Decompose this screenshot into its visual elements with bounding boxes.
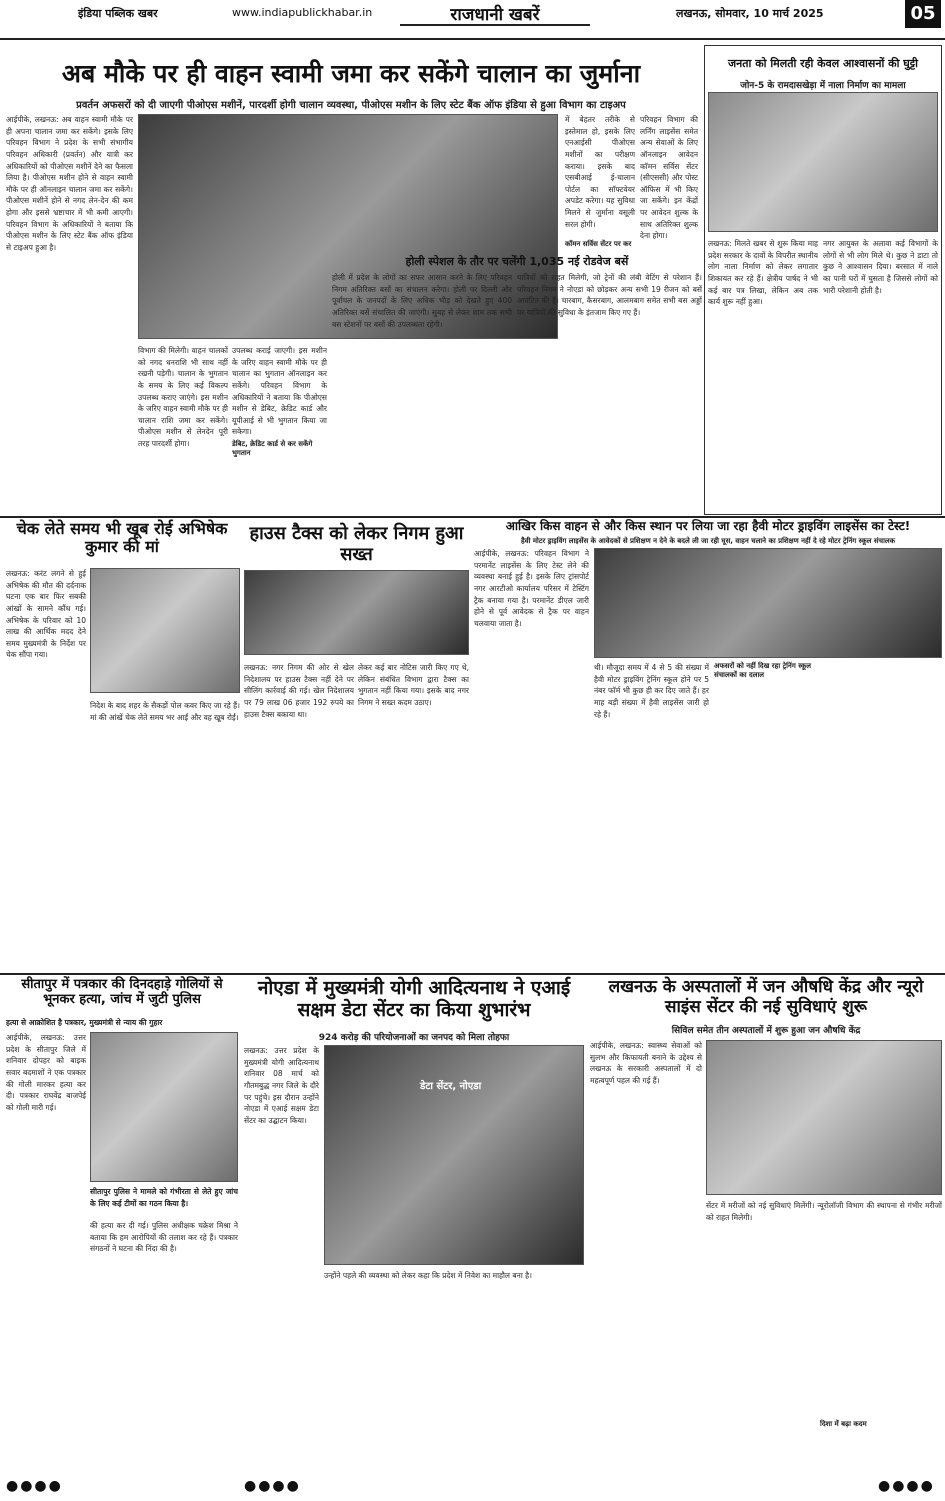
hospital-photo: [706, 1040, 942, 1195]
holi-headline: होली स्पेशल के तौर पर चलेंगी 1,035 नई रोडवेज बसें: [405, 255, 629, 268]
section-divider: [0, 516, 945, 518]
footer-dots-left: ●●●●: [6, 1478, 63, 1494]
lead-body-col4: विभाग की मिलेगी। वाहन चालकों को नगद धनराशि भी साथ नहीं रखनी पड़ेगी। चालान के भुगतान के समय के लिए कई विकल्प उपलब्ध कराए जाएंगे। इस मशीन के जरिए वाहन स्वामी मौके पर ही चालान राशि जमा कर सकेंगे। पीओएस मशीन से लेनदेन पूरी तरह पारदर्शी होगा।: [138, 346, 228, 448]
section-divider-2: [0, 973, 945, 975]
holi-body-col1: होली में प्रदेश के लोगों का सफर आसान करने के लिए परिवहन निगम अतिरिक्त बसों का संचालन करेगा। होली पर दिल्ली और पूर्वांचल के जनपदों के लिए अधिक भीड़ को देखते हुए 400 अतिरिक्त बसें संचालित की जाएंगी। सुबह से लेकर शाम तक सभी बस स्टेशनों पर बसों की उपलब्धता रहेगी।: [332, 273, 512, 329]
noida-headline: नोएडा में मुख्यमंत्री योगी आदित्यनाथ ने एआई सक्षम डेटा सेंटर का किया शुभारंभ: [257, 977, 571, 1021]
mother-body-col2: निदेश के बाद शहर के सैकड़ों पोल कवर किए जा रहे हैं। मां की आंखें चेक लेते समय भर आईं और वह खूब रोईं।: [90, 701, 240, 722]
hospital-body-col2: सेंटर में मरीजों को नई सुविधाएं मिलेंगी। न्यूरोलॉजी विभाग की स्थापना से गंभीर मरीजों को राहत मिलेगी।: [706, 1201, 942, 1222]
hospital-body-col1: आईपीके, लखनऊ: स्वास्थ्य सेवाओं को सुलभ और किफायती बनाने के उद्देश्य से लखनऊ के सरकारी अस्पतालों में दो महत्वपूर्ण पहल की गई हैं।: [590, 1041, 702, 1085]
mother-body-col1: लखनऊ: करंट लगने से हुई अभिषेक की मौत की दर्दनाक घटना एक बार फिर सबकी आंखों के सामने कौंध गई। अभिषेक के परिवार को 10 लाख की आर्थिक मदद देने समय मुख्यमंत्री के निर्देश पर चेक सौंपा गया।: [6, 569, 86, 660]
section-title: राजधानी खबरें: [400, 2, 590, 26]
sitapur-body-col1: आईपीके, लखनऊ: उत्तर प्रदेश के सीतापुर जिले में शनिवार दोपहर को बाइक सवार बदमाशों ने एक पत्रकार की गोली मारकर हत्या कर दी। पत्रकार राघवेंद्र बाजपेई को गोली मारी गई।: [6, 1033, 86, 1112]
footer-dots-mid: ●●●●: [244, 1478, 301, 1494]
tax-headline: हाउस टैक्स को लेकर निगम हुआ सख्त: [249, 523, 464, 565]
noida-subhead: 924 करोड़ की परियोजनाओं का जनपद को मिला तोहफा: [318, 1033, 510, 1043]
lead-subhead: प्रवर्तन अफसरों को दी जाएगी पीओएस मशीनें, पारदर्शी होगी चालान व्यवस्था, पीओएस मशीन के लिए स्टेट बैंक ऑफ इंडिया से हुआ विभाग का टाइअप: [76, 100, 626, 111]
license-photo: [594, 548, 942, 658]
lead-headline: अब मौके पर ही वाहन स्वामी जमा कर सकेंगे चालान का जुर्माना: [61, 59, 641, 88]
sitapur-caption: सीतापुर पुलिस ने मामले को गंभीरता से लेते हुए जांच के लिए कई टीमों का गठन किया है।: [90, 1187, 238, 1208]
noida-body-col2: उन्होंने पहले की व्यवस्था को लेकर कहा कि प्रदेश में निवेश का माहौल बना है।: [324, 1271, 532, 1280]
license-subhead-2: अफसरों को नहीं दिख रहा ट्रेनिंग स्कूल संचालकों का दलाल: [714, 662, 812, 679]
license-headline: आखिर किस वाहन से और किस स्थान पर लिया जा रहा हैवी मोटर ड्राइविंग लाइसेंस का टेस्ट!: [505, 519, 911, 533]
license-subhead: हैवी मोटर ड्राइविंग लाइसेंस के आवेदकों से प्रशिक्षण न देने के बदले ली जा रही घूस, वाहन चलाने का प्रशिक्षण नहीं दे रहे मोटर ट्रेनिंग स्कूल संचालक: [520, 537, 896, 545]
lead-body-col3: परिवहन विभाग की लर्निंग लाइसेंस समेत अन्य सेवाओं के लिए ऑनलाइन आवेदन कॉमन सर्विस सेंटर (सीएससी) और पोस्ट ऑफिस में भी किए जा सकेंगे। इन केंद्रों पर आवेदन शुल्क के साथ अतिरिक्त शुल्क देना होगा।: [640, 115, 698, 241]
masthead-url[interactable]: www.indiapublickhabar.in: [232, 6, 373, 19]
hospital-subhead-2: दिशा में बढ़ा कदम: [820, 1420, 867, 1428]
sitapur-body-col2: की हत्या कर दी गई। पुलिस अधीक्षक चक्रेश मिश्रा ने बताया कि हम आरोपियों की तलाश कर रहे हैं। पत्रकार संगठनों ने घटना की निंदा की है।: [90, 1221, 238, 1254]
hospital-headline: लखनऊ के अस्पतालों में जन औषधि केंद्र और न्यूरो साइंस सेंटर की नई सुविधाएं शुरू: [608, 977, 924, 1017]
lead-body-col2: में बेहतर तरीके से इस्तेमाल हो, इसके लिए एनआईसी पीओएस मशीनों का परीक्षण कराया। इसके बाद एसबीआई ई-चालान पोर्टल का सॉफ्टवेयर अपडेट करेगा। यह सुविधा मिलने से जुर्माना वसूली सरल होगी।: [565, 115, 635, 229]
journalist-photo: [90, 1032, 238, 1182]
drain-photo: [708, 92, 938, 232]
sitapur-subhead: हत्या से आक्रोशित है पत्रकार, मुख्यमंत्री से न्याय की गुहार: [6, 1018, 163, 1027]
hospital-subhead: सिविल समेत तीन अस्पतालों में शुरू हुआ जन औषधि केंद्र: [671, 1026, 861, 1036]
right-top-body-col1: लखनऊ: मिलते खबर से शुरू किया माह प्रदेश सरकार के दावों के विपरीत स्थानीय लोग नाला निर्माण को लेकर लगातार शिकायत कर रहे हैं। क्षेत्रीय पार्षद ने भी कई बार पत्र लिखा, लेकिन अब तक कार्य शुरू नहीं हुआ।: [708, 239, 818, 307]
right-top-subhead: जोन-5 के रामदासखेड़ा में नाला निर्माण का मामला: [740, 81, 906, 91]
masthead-date: लखनऊ, सोमवार, 10 मार्च 2025: [676, 7, 824, 20]
tax-body-col1: लखनऊ: नगर निगम की ओर से खेल निदेशालय पर हाउस टैक्स नहीं देने पर सीलिंग कार्रवाई की गई। खेल निदेशालय पर 79 लाख 06 हजार 192 रुपये का हाउस टैक्स बकाया था।: [244, 663, 354, 719]
license-body-col1: आईपीके, लखनऊ: परिवहन विभाग ने परमानेंट लाइसेंस के लिए टेस्ट लेने की व्यवस्था बनाई हुई है। इसके लिए ट्रांसपोर्ट नगर आरटीओ कार्यालय परिसर में टेस्टिंग ट्रैक बनाया गया है। परमानेंट डीएल जारी होने से पूर्व आवेदक से ट्रैक पर वाहन चलवाया जाता है।: [474, 549, 589, 628]
noida-body-col1: लखनऊ: उत्तर प्रदेश के मुख्यमंत्री योगी आदित्यनाथ शनिवार 08 मार्च को गौतमबुद्ध नगर जिले के दौरे पर पहुंचे। इस दौरान उन्होंने नोएडा में एआई सक्षम डेटा सेंटर का उद्घाटन किया।: [244, 1046, 319, 1125]
right-top-headline: जनता को मिलती रही केवल आश्वासनों की घुट्टी: [727, 57, 918, 70]
lead-body-col5: उपलब्ध कराई जाएगी। इस मशीन के जरिए वाहन स्वामी मौके पर ही चालान का भुगतान ऑनलाइन कर सकेंगे। परिवहन विभाग के अधिकारियों ने बताया कि पीओएस मशीन से डेबिट, क्रेडिट कार्ड और यूपीआई से भी भुगतान किया जा सकेगा।: [232, 346, 327, 437]
holi-body-col2: यात्रियों को राहत मिलेगी, जो ट्रेनों की लंबी वेटिंग से परेशान हैं। परिवहन निगम ने नोएडा को छोड़कर अन्य सभी 19 रीजन को बसें आवंटित की हैं। चारबाग, कैसरबाग, आलमबाग समेत सभी बस अड्डों पर यात्रियों की सुविधा के इंतजाम किए गए हैं।: [517, 273, 702, 317]
license-body-col2: थी। मौजूदा समय में 4 से 5 की संख्या में हैवी मोटर ड्राइविंग ट्रेनिंग स्कूल होने पर 5 नंबर फॉर्म भी कुछ ही कर दिए जाते हैं। हर माह बड़ी संख्या में हैवी लाइसेंस जारी हो रहे हैं।: [594, 663, 709, 719]
mother-headline: चेक लेते समय भी खूब रोई अभिषेक कुमार की मां: [16, 519, 228, 557]
tax-body-col2: लेकर कई बार नोटिस जारी किए गए थे, लेकिन संबंधित विभाग द्वारा टैक्स का भुगतान नहीं किया गया। इसके बाद नगर निगम ने सख्त कदम उठाए।: [358, 663, 469, 707]
lead-subhead-card: डेबिट, क्रेडिट कार्ड से कर सकेंगे भुगतान: [232, 440, 313, 457]
lead-subhead-csc: कॉमन सर्विस सेंटर पर कर: [565, 240, 632, 248]
lead-body-col1: आईपीके, लखनऊ: अब वाहन स्वामी मौके पर ही अपना चालान जमा कर सकेंगे। इसके लिए परिवहन विभाग ने प्रदेश के सभी संभागीय परिवहन अधिकारी (प्रवर्तन) और यात्री कर अधिकारियों को पीओएस मशीनें देने का फैसला लिया है। पीओएस मशीन होने से वाहन स्वामी मौके पर ही ऑनलाइन चालान जमा कर सकेंगे। पीओएस मशीनें होने से नगद लेन-देन की कम होगा और इससे भ्रष्टाचार में भी कमी आएगी। परिवहन विभाग के अधिकारियों ने बताया कि पीओएस मशीन के लिए स्टेट बैंक ऑफ इंडिया से टाइअप हुआ है।: [6, 115, 133, 252]
right-top-body-col2: नगर आयुक्त के अलावा कई विभागों के लोगों से भी लोग मिले थे। कुछ ने डाटा तो कुछ ने आश्वासन दिया। बरसात में नाले का पानी घरों में घुसता है जिससे लोगों को भारी परेशानी होती है।: [823, 239, 938, 295]
noida-photo-banner: डेटा सेंटर, नोएडा: [420, 1081, 482, 1092]
masthead-paper-name: इंडिया पब्लिक खबर: [78, 7, 158, 20]
tax-photo: [244, 570, 469, 655]
footer-dots-right: ●●●●: [878, 1478, 935, 1494]
sitapur-headline: सीतापुर में पत्रकार की दिनदहाड़े गोलियों से भूनकर हत्या, जांच में जुटी पुलिस: [21, 977, 223, 1007]
page-number: 05: [905, 0, 941, 28]
mother-photo: [90, 568, 240, 693]
